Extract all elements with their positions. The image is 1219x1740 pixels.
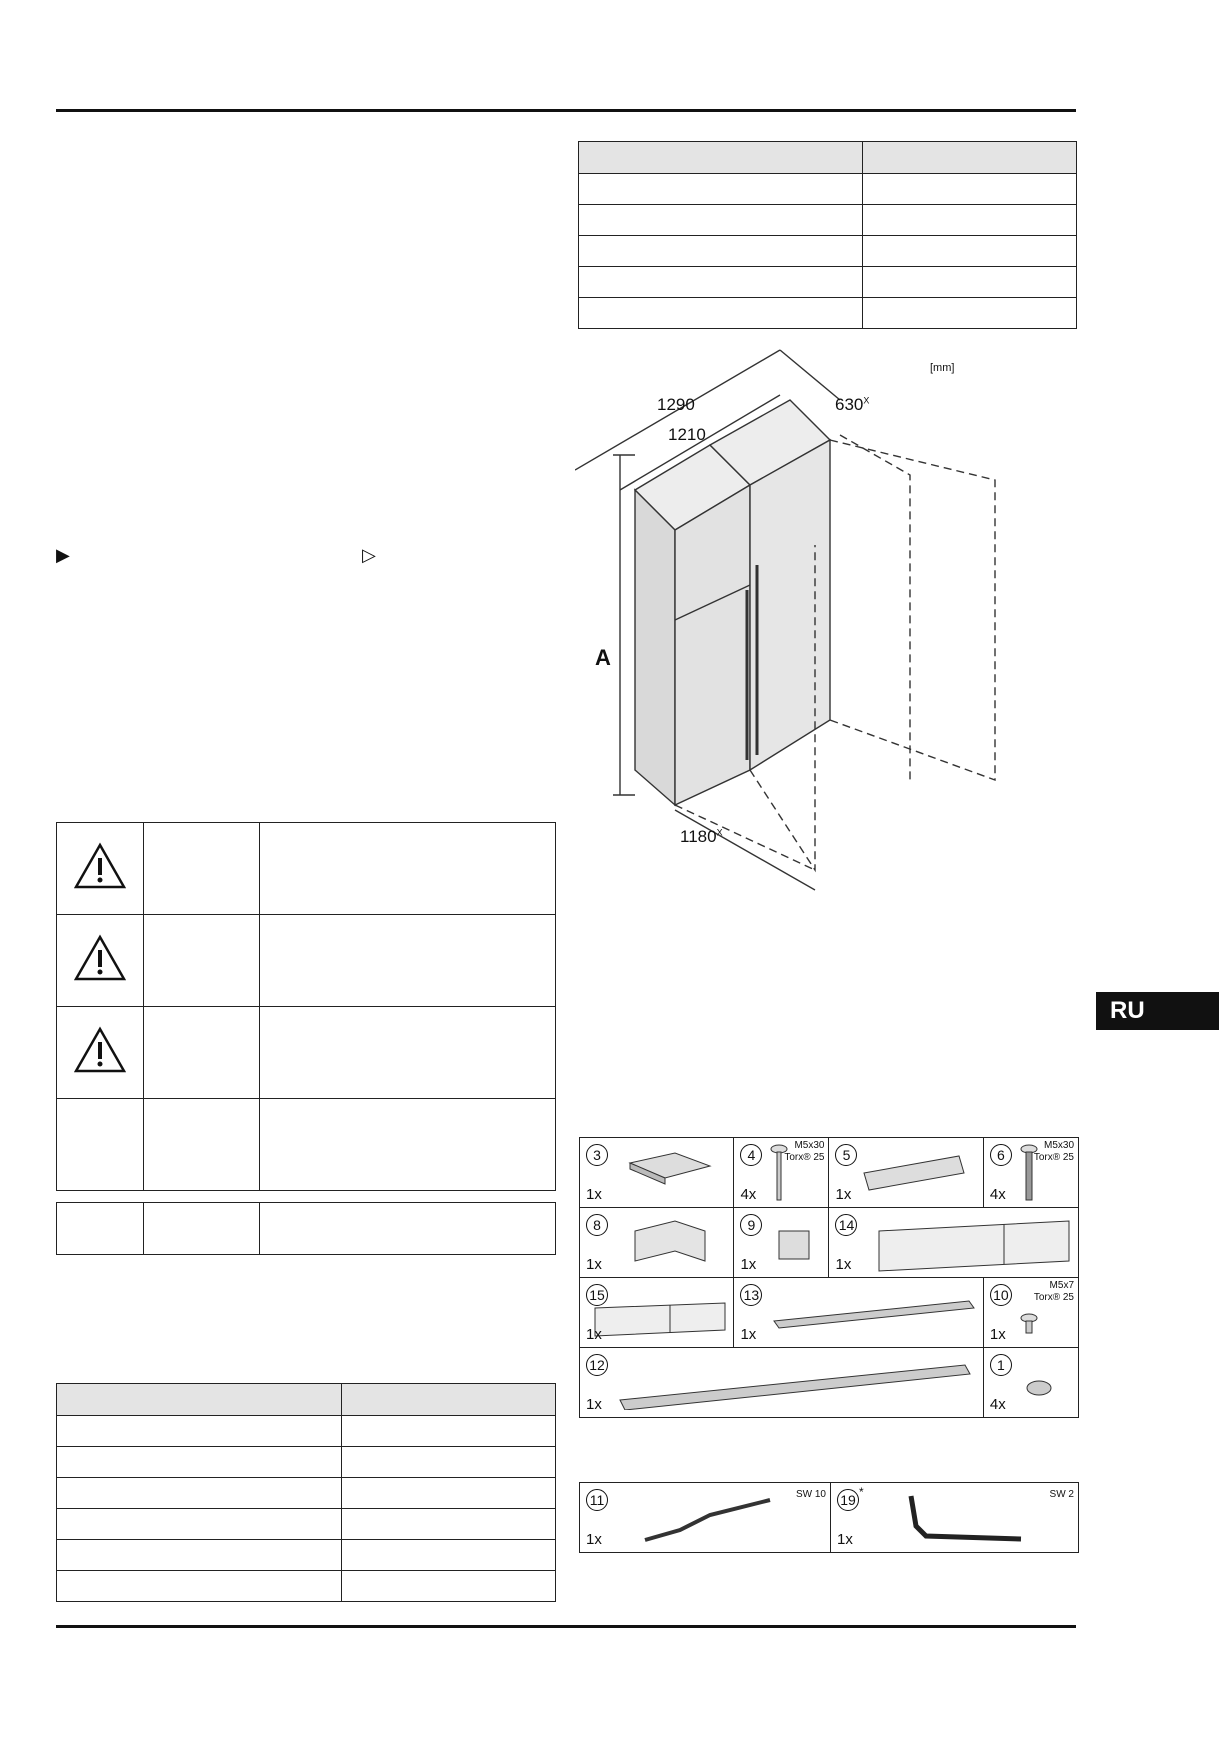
- door-open-label: $1180^X$: [680, 827, 723, 846]
- rail-part-image: [859, 1148, 969, 1198]
- bottom-left-table: [56, 1383, 556, 1602]
- part-15: 15 1x: [580, 1278, 734, 1348]
- top-rule: [56, 109, 1076, 112]
- part-1: 1 4x: [983, 1348, 1078, 1418]
- nut-part-image: [1024, 1378, 1054, 1398]
- tool-11: 11 SW 10 1x: [580, 1483, 831, 1553]
- hex-key-tool-image: [901, 1491, 1031, 1546]
- tools-table: [579, 1482, 1079, 1553]
- height-label: A: [595, 645, 611, 670]
- top-right-table: [578, 141, 1077, 329]
- note-table: [56, 1202, 556, 1255]
- unit-label: [mm]: [930, 362, 955, 374]
- part-10: 10 M5x7 Torx® 25 1x: [983, 1278, 1078, 1348]
- tool-19: 19 * SW 2 1x: [831, 1483, 1079, 1553]
- part-14: 14 1x: [829, 1208, 1079, 1278]
- part-10-spec: M5x7 Torx® 25: [1033, 1280, 1074, 1303]
- dimension-drawing: [575, 340, 1075, 900]
- profile-part-image: [615, 1360, 975, 1410]
- part-3: 3 1x: [580, 1138, 734, 1208]
- part-6: 6 M5x30 Torx® 25 4x: [983, 1138, 1078, 1208]
- part-13: 13 1x: [734, 1278, 983, 1348]
- cover-part-image: [630, 1216, 710, 1271]
- depth-label: $630^X$: [835, 395, 870, 414]
- part-8: 8 1x: [580, 1208, 734, 1278]
- bullet-filled: ▶: [56, 545, 70, 565]
- profile-part-image: [769, 1296, 979, 1331]
- part-6-spec: M5x30 Torx® 25: [1033, 1140, 1074, 1163]
- bottom-rule: [56, 1625, 1076, 1628]
- bracket-part-image: [625, 1148, 715, 1188]
- part-12: 12 1x: [580, 1348, 984, 1418]
- part-5: 5 1x: [829, 1138, 983, 1208]
- part-9: 9 1x: [734, 1208, 829, 1278]
- symbol-table: [56, 822, 556, 1191]
- parts-table: [579, 1137, 1079, 1418]
- width-inner-label: 1210: [668, 425, 706, 444]
- panel-part-image: [874, 1216, 1074, 1276]
- language-tab: RU: [1096, 992, 1219, 1030]
- warning-icon: [74, 842, 126, 890]
- clip-part-image: [774, 1226, 814, 1266]
- wrench-tool-image: [640, 1495, 780, 1545]
- part-4-spec: M5x30 Torx® 25: [784, 1140, 825, 1163]
- part-4: 4 M5x30 Torx® 25 4x: [734, 1138, 829, 1208]
- width-total-label: 1290: [657, 395, 695, 414]
- screw-part-image: [1019, 1313, 1039, 1337]
- panel-part-image: [590, 1300, 730, 1340]
- warning-icon: [74, 1026, 126, 1074]
- bullet-hollow: ▷: [362, 545, 376, 565]
- warning-icon: [74, 934, 126, 982]
